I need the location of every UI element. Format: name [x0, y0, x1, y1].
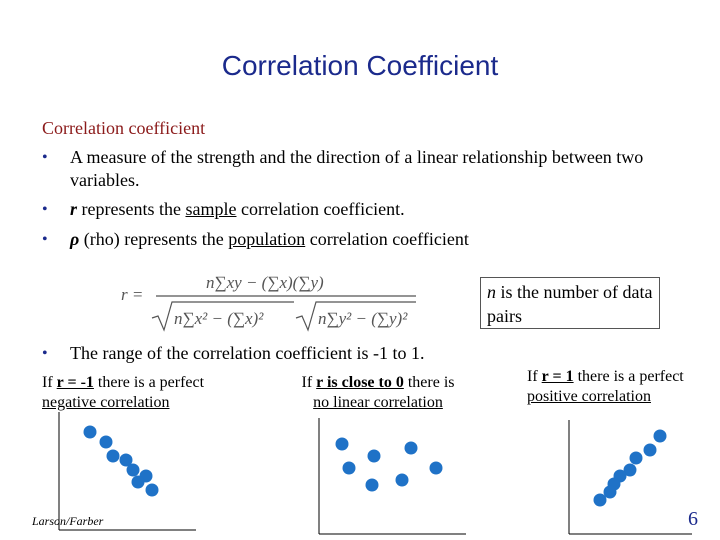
data-point	[146, 484, 159, 497]
bullet-marker: •	[42, 149, 48, 166]
scatter-positive	[566, 420, 692, 536]
data-point	[594, 494, 607, 507]
cap-value: r = -1	[56, 374, 94, 391]
data-point	[405, 442, 418, 455]
var-n: n	[487, 282, 496, 302]
data-point	[366, 479, 379, 492]
cap-text: If	[42, 374, 57, 391]
data-point	[84, 426, 97, 439]
data-point	[343, 462, 356, 475]
bullet-text: A measure of the strength and the direction of a linear relationship between two variables.	[70, 147, 644, 190]
note-box	[480, 277, 660, 329]
cap-value: r is close to 0	[316, 374, 404, 391]
text-part: correlation coefficient	[305, 229, 469, 249]
underlined-word: sample	[185, 199, 237, 219]
scatter-zero	[316, 418, 466, 536]
var-r: r	[70, 199, 78, 219]
text-part: (rho) represents the	[79, 229, 229, 249]
caption-zero	[278, 373, 478, 413]
bullet-text	[70, 228, 690, 251]
bullet-text: The range of the correlation coefficient is -1 to 1.	[70, 343, 425, 363]
text-part: represents the	[77, 199, 186, 219]
cap-text: If	[527, 368, 542, 385]
formula-denominator-y: n∑y² − (∑y)²	[318, 309, 408, 328]
cap-conclusion: positive correlation	[527, 388, 651, 405]
cap-conclusion: no linear correlation	[313, 394, 443, 411]
cap-text: If	[301, 374, 317, 391]
formula-denominator-x: n∑x² − (∑x)²	[174, 309, 264, 328]
var-rho: ρ	[70, 229, 80, 249]
data-point	[132, 476, 145, 489]
text-part: correlation coefficient.	[236, 199, 405, 219]
section-heading: Correlation coefficient	[42, 118, 206, 138]
cap-text: there is a perfect	[93, 374, 205, 391]
caption-positive	[527, 367, 717, 407]
data-point	[107, 450, 120, 463]
cap-conclusion: negative correlation	[42, 394, 170, 411]
data-point	[644, 444, 657, 457]
footer-credit: Larson/Farber	[32, 514, 104, 528]
bullet-marker: •	[42, 231, 48, 248]
page-number: 6	[688, 508, 698, 530]
cap-value: r = 1	[541, 368, 574, 385]
data-point	[654, 430, 667, 443]
bullet-marker: •	[42, 201, 48, 218]
formula-numerator: n∑xy − (∑x)(∑y)	[206, 273, 324, 292]
cap-text: there is	[403, 374, 455, 391]
caption-negative	[42, 373, 242, 413]
data-point	[630, 452, 643, 465]
data-point	[100, 436, 113, 449]
correlation-formula	[118, 266, 428, 336]
bullet-text	[70, 198, 690, 221]
bullet-marker: •	[42, 345, 48, 362]
data-point	[396, 474, 409, 487]
underlined-word: population	[228, 229, 306, 249]
data-point	[336, 438, 349, 451]
formula-lhs: r =	[121, 285, 144, 304]
note-text: is the number of data pairs	[487, 282, 653, 326]
slide-title: Correlation Coefficient	[221, 50, 499, 81]
data-point	[127, 464, 140, 477]
data-point	[430, 462, 443, 475]
cap-text: there is a perfect	[573, 368, 684, 385]
data-point	[368, 450, 381, 463]
